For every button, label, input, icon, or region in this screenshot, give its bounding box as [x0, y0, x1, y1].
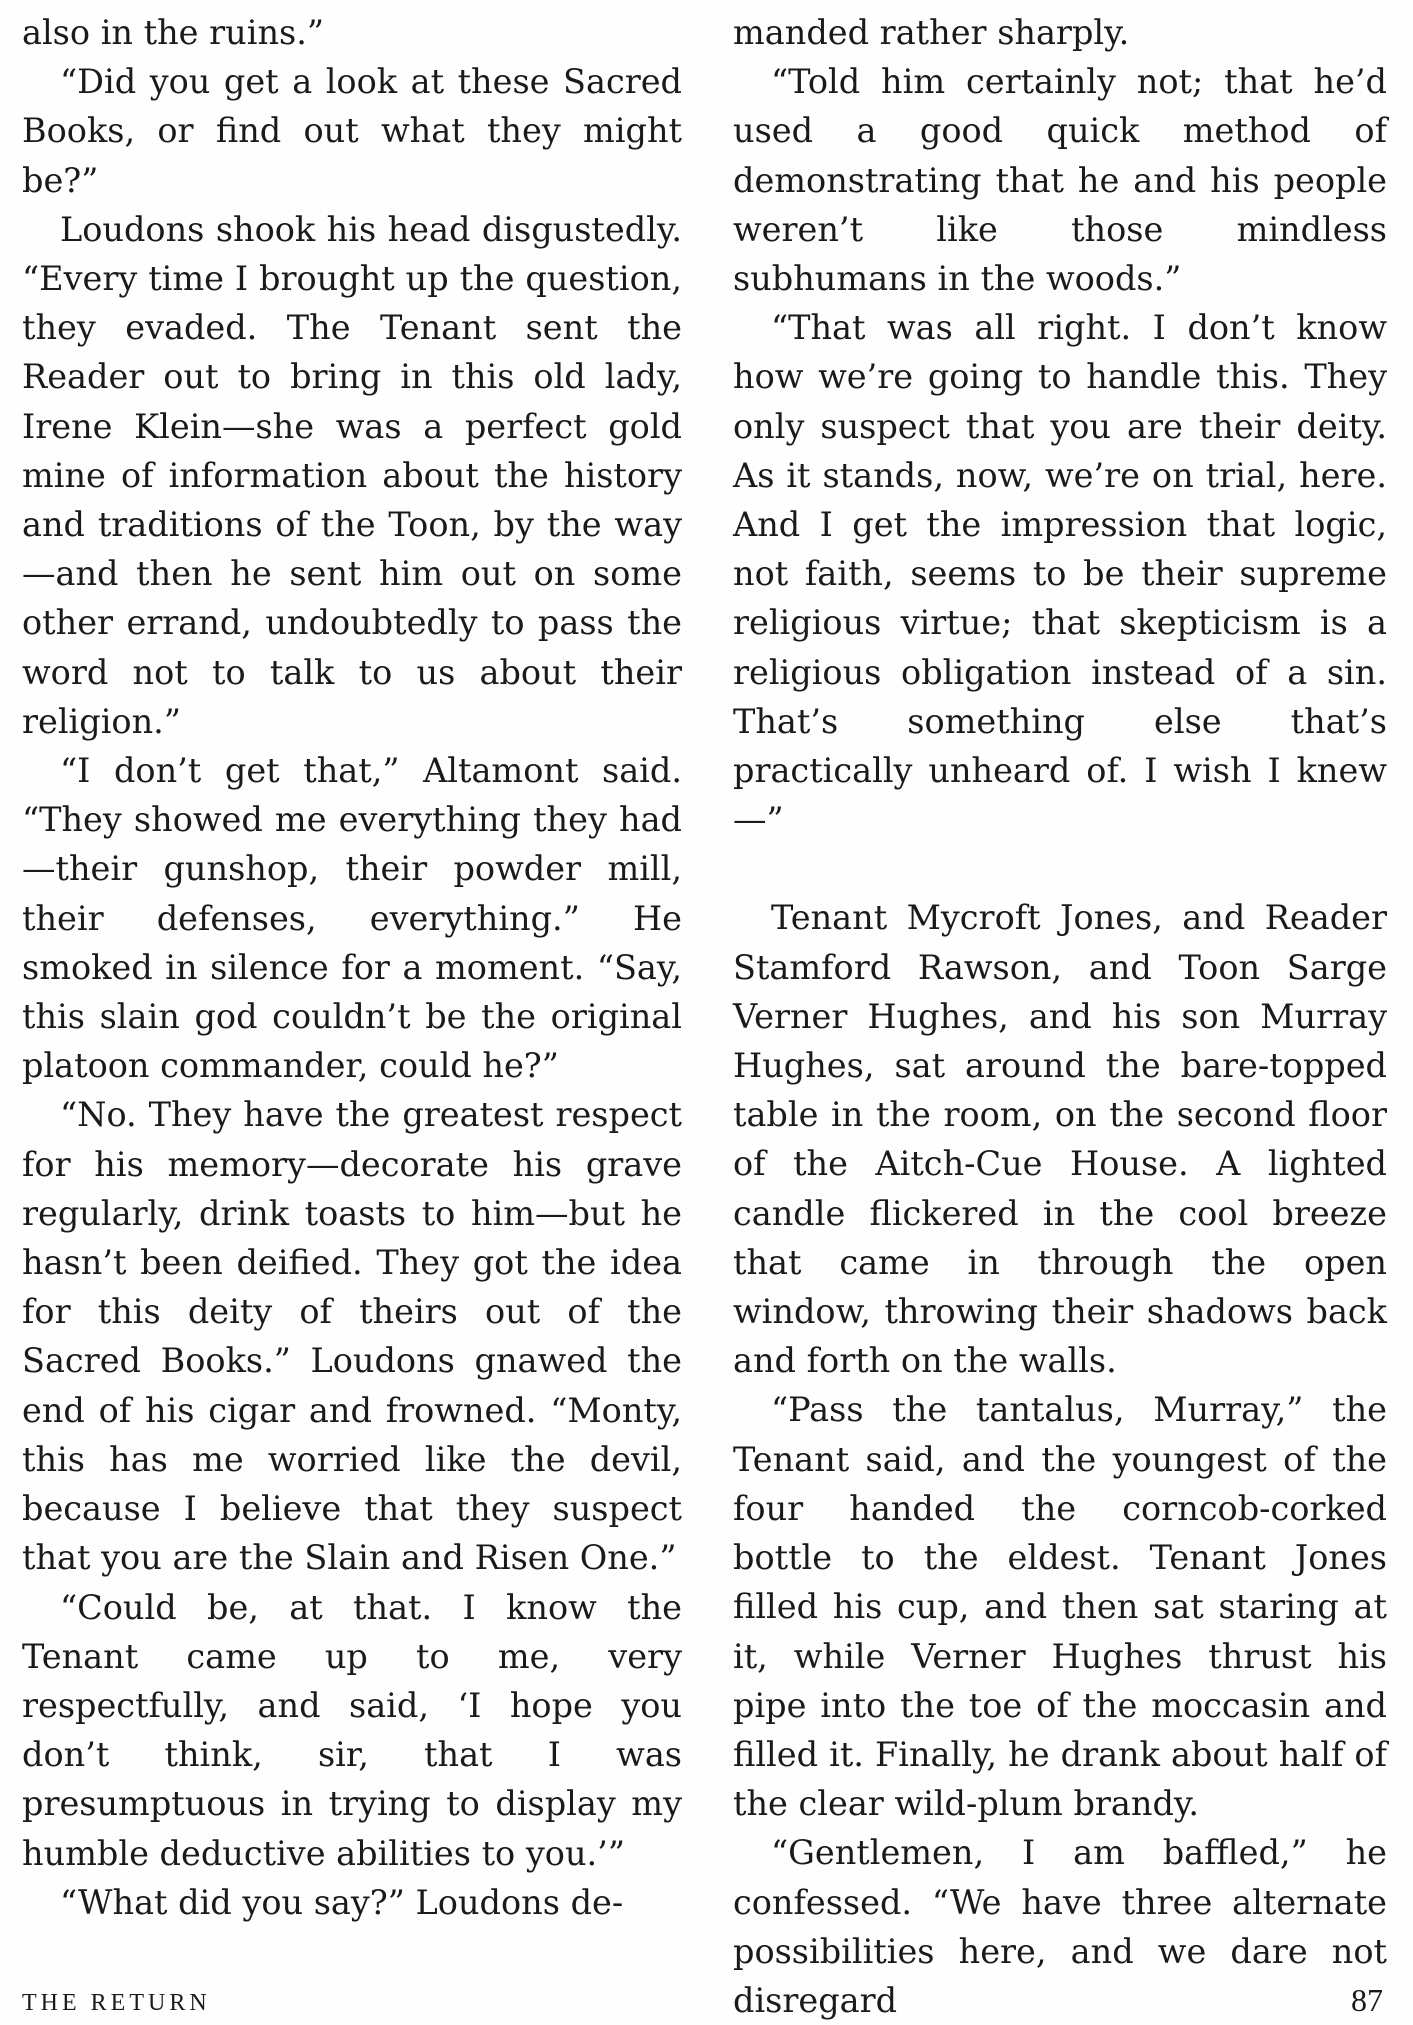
- paragraph: “Did you get a look at these Sacred Books, or find out what they might be?”: [22, 62, 682, 200]
- paragraph: “Told him certainly not; that he’d used a good quick method of demonstrating that he and his people weren’t like those mindless subhumans in the woods.”: [733, 62, 1387, 299]
- paragraph: manded rather sharply.: [733, 13, 1130, 52]
- paragraph: “Gentlemen, I am baffled,” he confessed. “We have three alternate possibilities here, and we dare not disregard: [733, 1833, 1387, 2020]
- paragraph: “No. They have the greatest respect for his memory—decorate his grave regularly, drink toasts to him—but he hasn’t been deified. They got the idea for this deity of theirs out of the Sacred Books.” Loudons gnawed the end of his cigar and frowned. “Monty, this has me worried like the devil, because I believe that they suspect that you are the Slain and Risen One.”: [22, 1095, 682, 1578]
- paragraph: also in the ruins.”: [22, 13, 324, 52]
- paragraph: “That was all right. I don’t know how we’re going to handle this. They only suspect that you are their deity. As it stands, now, we’re on trial, here. And I get the impression that logic, not faith, seems to be their supreme religious virtue; that skepticism is a religious obligation instead of a sin. That’s something else that’s practically unheard of. I wish I knew—”: [733, 308, 1387, 840]
- section-break-paragraph: Tenant Mycroft Jones, and Reader Stamford Rawson, and Toon Sarge Verner Hughes, and his son Murray Hughes, sat around the bare-topped table in the room, on the second floor of the Aitch-Cue House. A lighted candle flickered in the cool breeze that came in through the open window, throwing their shadows back and forth on the walls.: [733, 898, 1387, 1381]
- page-number: 87: [1351, 1982, 1383, 2018]
- paragraph: “I don’t get that,” Altamont said. “They showed me everything they had—their gunshop, their powder mill, their defenses, everything.” He smoked in silence for a moment. “Say, this slain god couldn’t be the original platoon commander, could he?”: [22, 751, 682, 1086]
- left-column: [22, 8, 682, 1927]
- running-title: THE RETURN: [22, 1990, 211, 2016]
- paragraph: Loudons shook his head disgustedly. “Every time I brought up the question, they evaded. The Tenant sent the Reader out to bring in this old lady, Irene Klein—she was a perfect gold mine of information about the history and traditions of the Toon, by the way—and then he sent him out on some other errand, undoubtedly to pass the word not to talk to us about their religion.”: [22, 209, 682, 741]
- paragraph: “Pass the tantalus, Murray,” the Tenant said, and the youngest of the four handed the corncob-corked bottle to the eldest. Tenant Jones filled his cup, and then sat staring at it, while Verner Hughes thrust his pipe into the toe of the moccasin and filled it. Finally, he drank about half of the clear wild-plum brandy.: [733, 1390, 1387, 1824]
- right-column: [733, 8, 1387, 2025]
- paragraph: “What did you say?” Loudons de-: [60, 1882, 624, 1922]
- paragraph: “Could be, at that. I know the Tenant came up to me, very respectfully, and said, ‘I hope you don’t think, sir, that I was presumptuous in trying to display my humble deductive abilities to you.’”: [22, 1587, 682, 1873]
